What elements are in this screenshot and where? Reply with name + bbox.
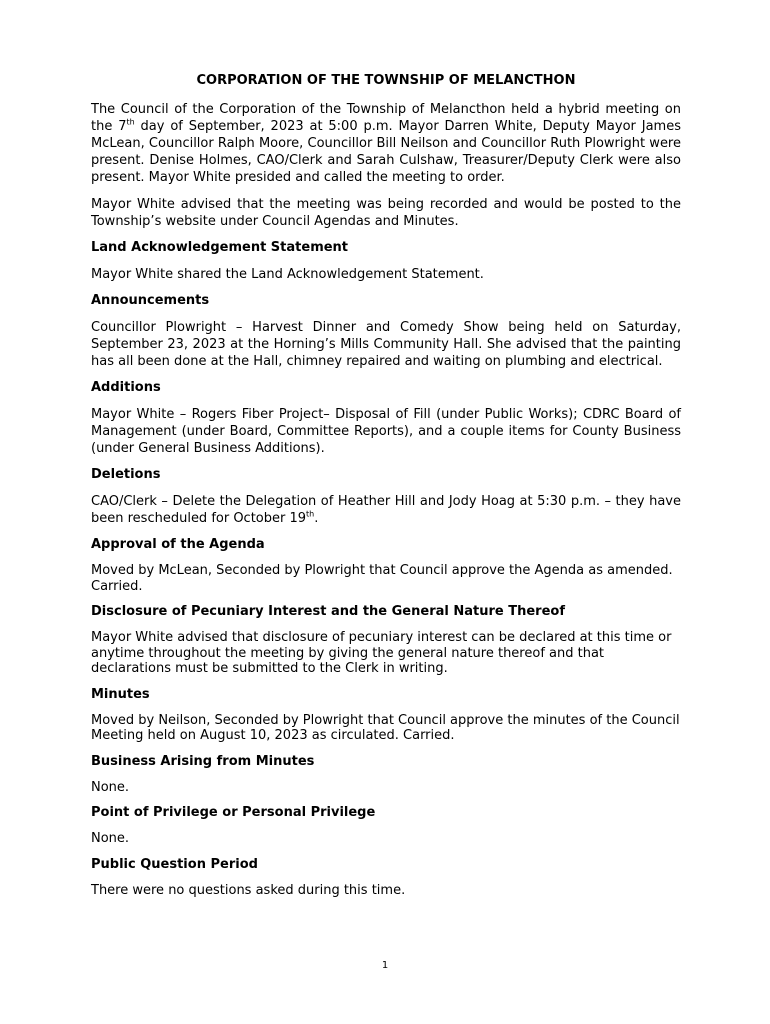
- pecuniary-interest-heading: Disclosure of Pecuniary Interest and the General Nature Thereof: [91, 604, 565, 619]
- intro-text-start: The Council of the Corporation of the Township of Melancthon held a hybrid meeting on the 7: [91, 102, 681, 134]
- agenda-approval-text: Moved by McLean, Seconded by Plowright that Council approve the Agenda as amended. Carried.: [91, 563, 673, 594]
- intro-superscript: th: [126, 117, 135, 127]
- minutes-heading: Minutes: [91, 686, 150, 702]
- business-arising-heading: Business Arising from Minutes: [91, 753, 315, 769]
- page-number: 1: [381, 960, 389, 971]
- pecuniary-interest-text: Mayor White advised that disclosure of pecuniary interest can be declared at this time or anytime throughout the meeting by giving the general nature thereof and that declarations must be submitted to the Clerk in writing.: [91, 630, 672, 676]
- intro-paragraph: [91, 101, 681, 186]
- deletions-text-start: CAO/Clerk – Delete the Delegation of Heather Hill and Jody Hoag at 5:30 p.m. – they have been rescheduled for October 19: [91, 494, 681, 526]
- intro-text-end: day of September, 2023 at 5:00 p.m. Mayor Darren White, Deputy Mayor James McLean, Councillor Ralph Moore, Councillor Bill Neilson and Councillor Ruth Plowright were present. Denise Holmes, CAO/Clerk and Sarah Culshaw, Treasurer/Deputy Clerk were also present. Mayor White presided and called the meeting to order.: [91, 119, 681, 185]
- public-question-heading: Public Question Period: [91, 856, 258, 872]
- announcements-text: Councillor Plowright – Harvest Dinner and Comedy Show being held on Saturday, September 23, 2023 at the Horning’s Mills Community Hall. She advised that the painting has all been done at the Hall, chimney repaired and waiting on plumbing and electrical.: [91, 320, 681, 369]
- deletions-text: [91, 493, 681, 527]
- land-acknowledgement-text: Mayor White shared the Land Acknowledgement Statement.: [91, 267, 484, 282]
- document-body: [91, 70, 681, 908]
- additions-heading: Additions: [91, 380, 161, 395]
- land-acknowledgement-heading: Land Acknowledgement Statement: [91, 240, 349, 255]
- document-title: CORPORATION OF THE TOWNSHIP OF MELANCTHON: [196, 73, 576, 88]
- deletions-superscript: th: [306, 509, 315, 519]
- deletions-text-end: .: [314, 511, 319, 526]
- minutes-text: Moved by Neilson, Seconded by Plowright that Council approve the minutes of the Council Meeting held on August 10, 2023 as circulated. Carried.: [91, 712, 680, 743]
- privilege-heading: Point of Privilege or Personal Privilege: [91, 805, 376, 820]
- recording-paragraph: Mayor White advised that the meeting was being recorded and would be posted to the Township’s website under Council Agendas and Minutes.: [91, 197, 681, 229]
- announcements-heading: Announcements: [91, 293, 210, 308]
- agenda-approval-heading: Approval of the Agenda: [91, 537, 265, 552]
- additions-text: Mayor White – Rogers Fiber Project– Disposal of Fill (under Public Works); CDRC Board of Management (under Board, Committee Reports), and a couple items for County Business (under General Business Additions).: [91, 407, 681, 456]
- business-arising-text: None.: [91, 779, 130, 795]
- privilege-text: None.: [91, 831, 130, 846]
- deletions-heading: Deletions: [91, 467, 161, 482]
- public-question-text: There were no questions asked during this time.: [91, 882, 406, 898]
